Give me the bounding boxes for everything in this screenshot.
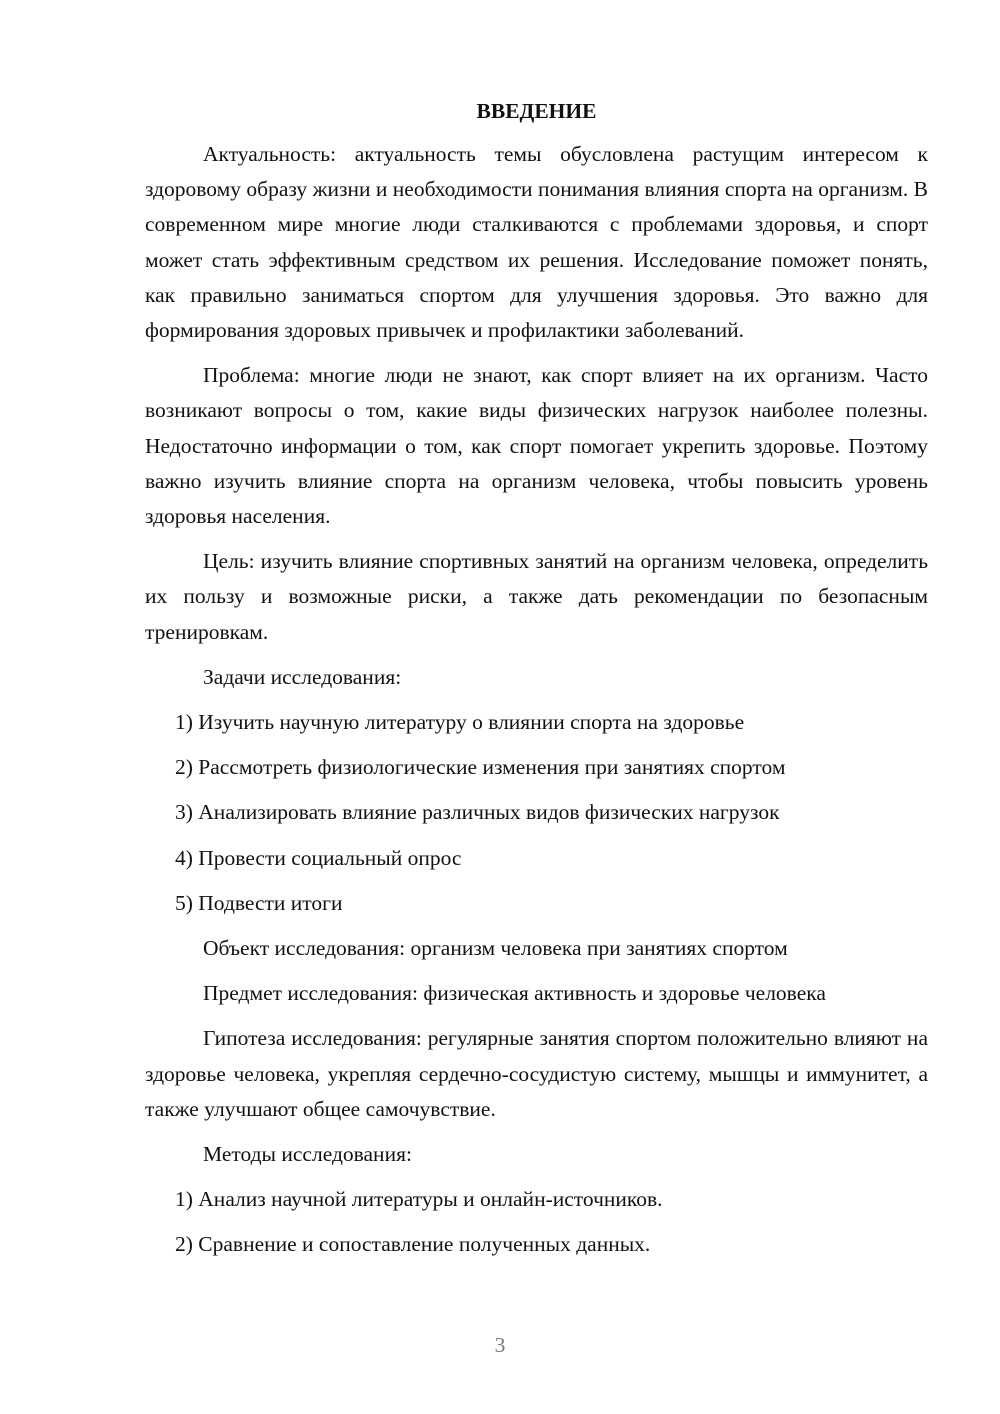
task-item: 1) Изучить научную литературу о влиянии спорта на здоровье	[175, 710, 745, 735]
task-item: 3) Анализировать влияние различных видов физических нагрузок	[175, 800, 780, 825]
page-content	[145, 95, 928, 1273]
task-item: 5) Подвести итоги	[175, 890, 343, 915]
page-number: 3	[494, 1333, 506, 1357]
problem-paragraph: Проблема: многие люди не знают, как спорт влияет на их организм. Часто возникают вопросы о том, какие виды физических нагрузок наиболее полезны. Недостаточно информации о том, как спорт помогает укрепить здоровье. Поэтому важно изучить влияние спорта на организм человека, чтобы повысить уровень здоровья населения.	[145, 363, 928, 529]
tasks-heading: Задачи исследования:	[203, 664, 402, 689]
methods-heading: Методы исследования:	[203, 1142, 412, 1167]
research-object: Объект исследования: организм человека при занятиях спортом	[203, 936, 788, 961]
task-item: 4) Провести социальный опрос	[175, 845, 462, 870]
task-item: 2) Рассмотреть физиологические изменения при занятиях спортом	[175, 755, 786, 780]
research-subject: Предмет исследования: физическая активность и здоровье человека	[203, 981, 826, 1006]
method-item: 2) Сравнение и сопоставление полученных данных.	[175, 1232, 651, 1257]
relevance-paragraph: Актуальность: актуальность темы обусловлена растущим интересом к здоровому образу жизни и необходимости понимания влияния спорта на организм. В современном мире многие люди сталкиваются с проблемами здоровья, и спорт может стать эффективным средством их решения. Исследование поможет понять, как правильно заниматься спортом для улучшения здоровья. Это важно для формирования здоровых привычек и профилактики заболеваний.	[145, 142, 928, 343]
section-title: ВВЕДЕНИЕ	[476, 99, 597, 123]
method-item: 1) Анализ научной литературы и онлайн-источников.	[175, 1187, 663, 1212]
goal-paragraph: Цель: изучить влияние спортивных занятий на организм человека, определить их пользу и возможные риски, а также дать рекомендации по безопасным тренировкам.	[145, 549, 928, 644]
hypothesis-paragraph: Гипотеза исследования: регулярные занятия спортом положительно влияют на здоровье человека, укрепляя сердечно-сосудистую систему, мышцы и иммунитет, а также улучшают общее самочувствие.	[145, 1026, 928, 1121]
